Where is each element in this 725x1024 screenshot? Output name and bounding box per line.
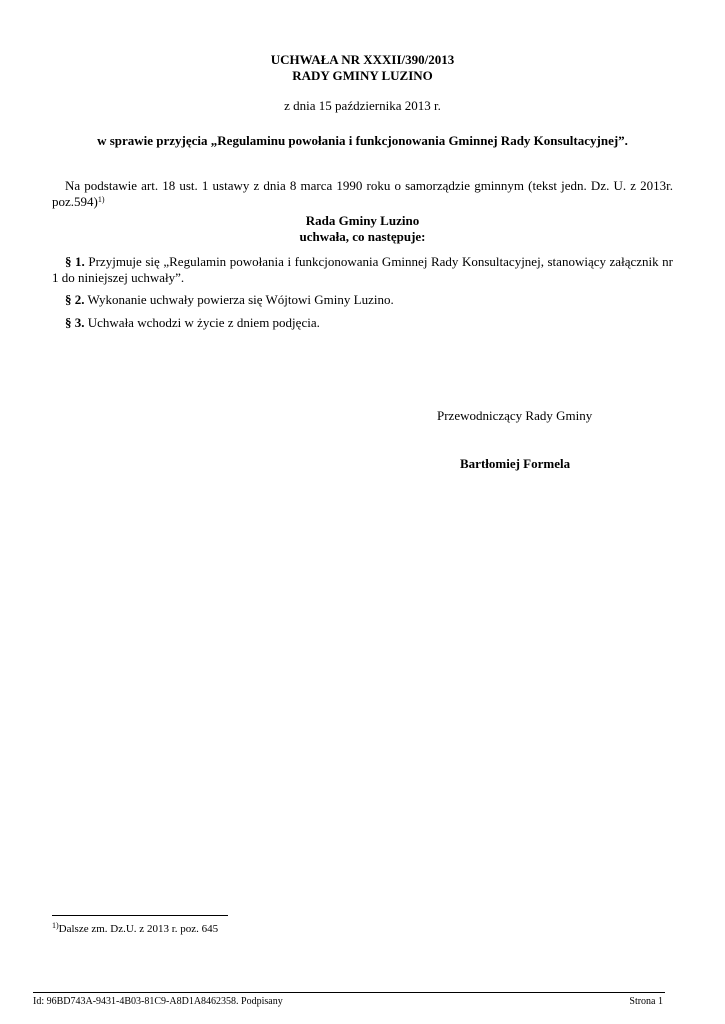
resolution-title <box>52 52 673 84</box>
footnote-divider <box>52 915 228 916</box>
section-2-number: § 2. <box>65 292 85 307</box>
section-3-text: Uchwała wchodzi w życie z dniem podjęcia. <box>87 315 320 330</box>
signatory-role: Przewodniczący Rady Gminy <box>437 408 593 423</box>
page-number: Strona 1 <box>629 996 663 1007</box>
footer-divider <box>33 992 665 993</box>
document-id: Id: 96BD743A-9431-4B03-81C9-A8D1A8462358. Podpisany <box>33 996 283 1007</box>
footnote-marker: 1) <box>52 921 59 930</box>
council-heading <box>52 213 673 245</box>
title-line-2: RADY GMINY LUZINO <box>292 68 433 83</box>
resolution-subject: w sprawie przyjęcia „Regulaminu powołania i funkcjonowania Gminnej Rady Konsultacyjnej”. <box>97 133 628 148</box>
footnote-reference: 1) <box>97 195 105 204</box>
section-3-number: § 3. <box>65 315 85 330</box>
council-line-2: uchwała, co następuje: <box>299 229 426 244</box>
signatory-name: Bartłomiej Formela <box>460 456 571 471</box>
section-3 <box>52 315 673 331</box>
resolution-date: z dnia 15 października 2013 r. <box>284 98 441 113</box>
section-1-number: § 1. <box>65 254 85 269</box>
title-line-1: UCHWAŁA NR XXXII/390/2013 <box>270 52 455 67</box>
footnote-text: Dalsze zm. Dz.U. z 2013 r. poz. 645 <box>58 923 219 935</box>
legal-basis-text: Na podstawie art. 18 ust. 1 ustawy z dnia 8 marca 1990 roku o samorządzie gminnym (tekst jedn. Dz. U. z 2013r. poz.594) <box>52 178 673 209</box>
footnote <box>52 922 218 936</box>
section-2 <box>52 292 673 308</box>
council-line-1: Rada Gminy Luzino <box>305 213 420 228</box>
section-1 <box>52 254 673 286</box>
legal-basis-paragraph <box>52 178 673 210</box>
section-1-text: Przyjmuje się „Regulamin powołania i funkcjonowania Gminnej Rady Konsultacyjnej, stanowiący załącznik nr 1 do niniejszej uchwały”. <box>52 254 674 285</box>
section-2-text: Wykonanie uchwały powierza się Wójtowi Gminy Luzino. <box>87 292 394 307</box>
